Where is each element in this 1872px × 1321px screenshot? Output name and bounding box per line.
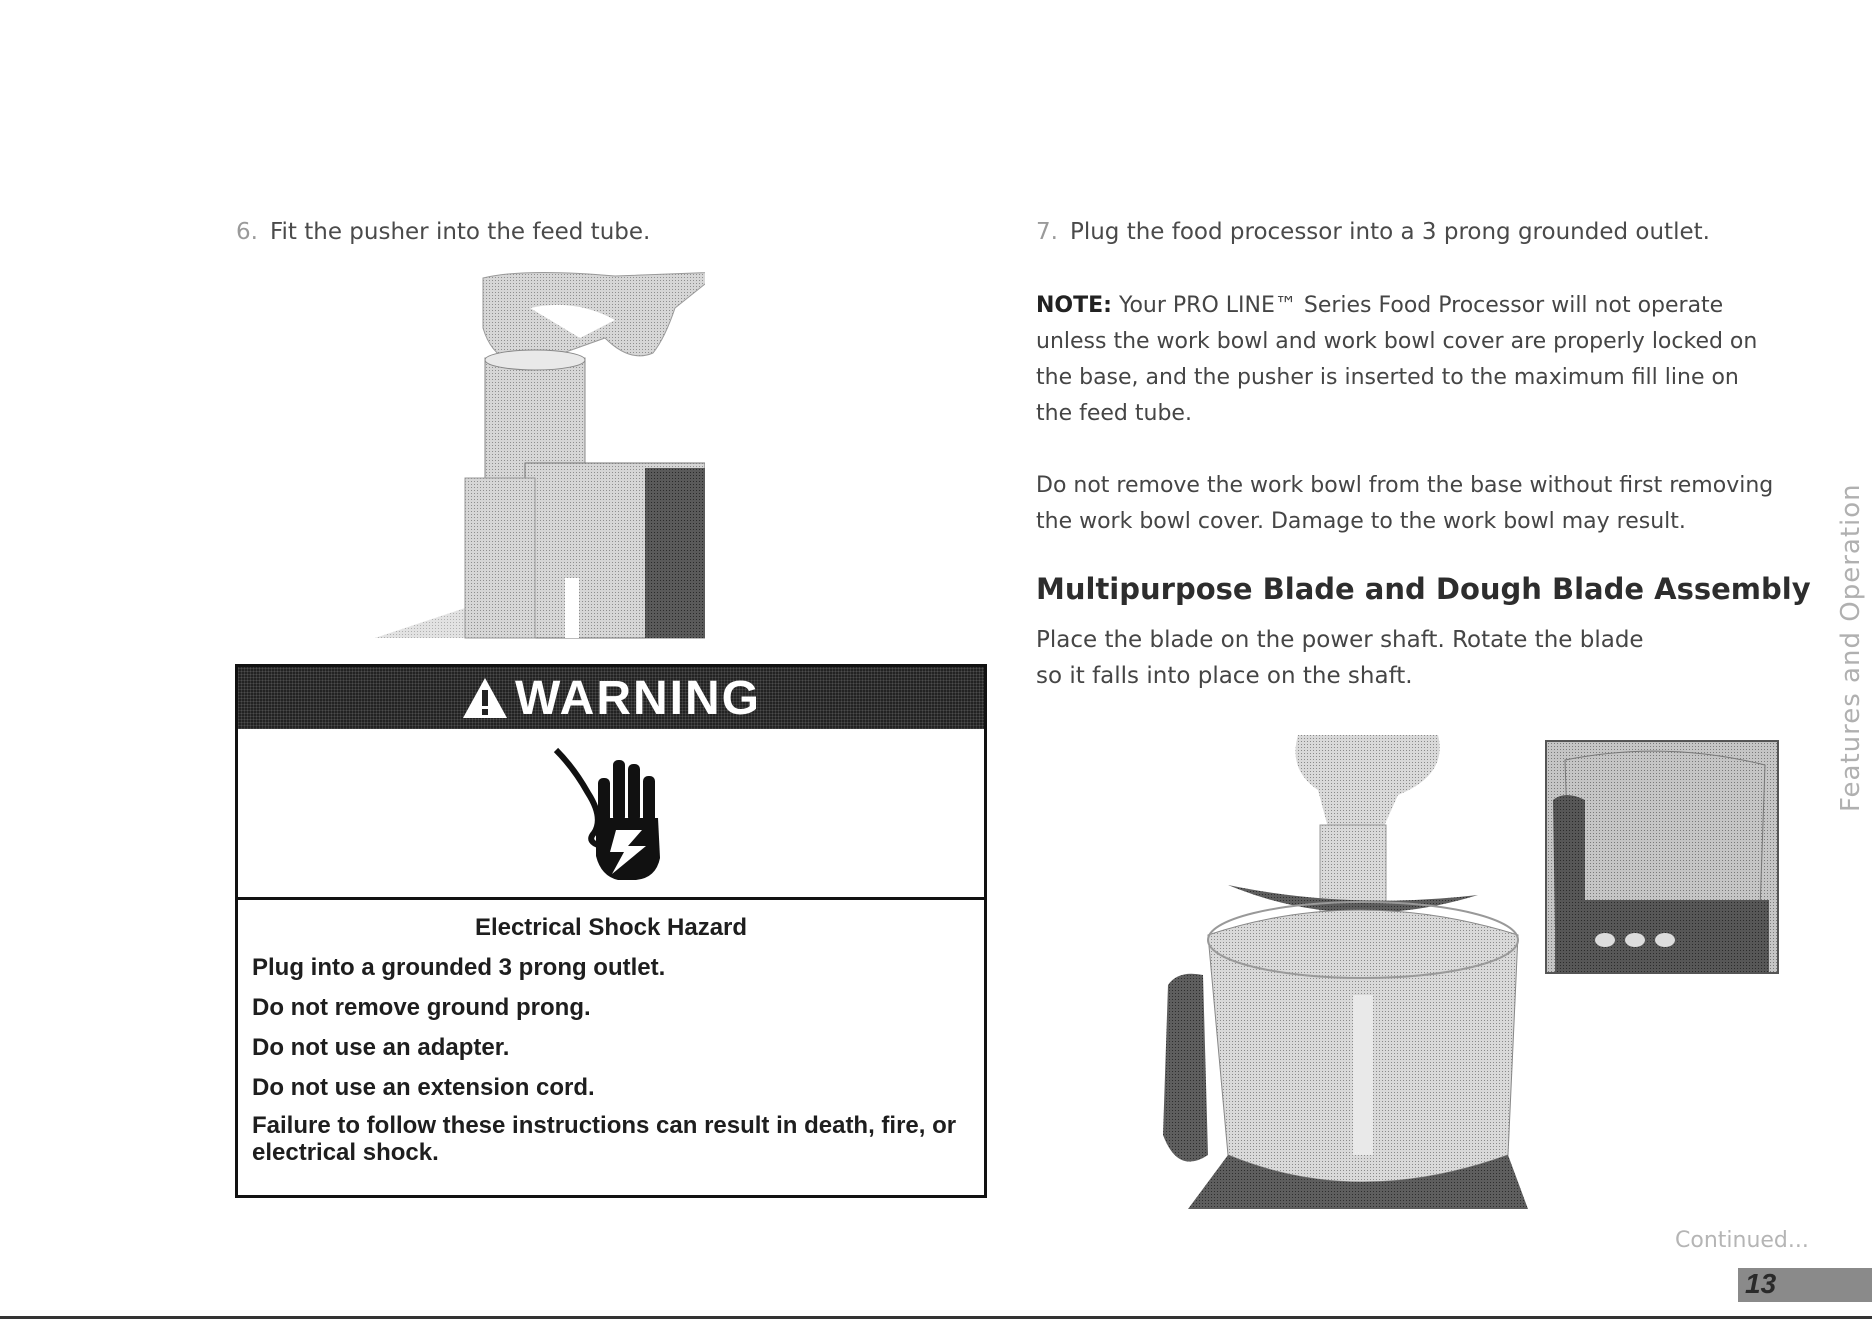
note-label: NOTE: [1036, 293, 1112, 318]
section-side-tab: Features and Operation [1836, 483, 1866, 812]
electric-shock-hand-icon [546, 738, 676, 888]
step-6 [236, 219, 650, 245]
page-number: 13 [1745, 1268, 1777, 1299]
warning-consequence: Failure to follow these instructions can result in death, fire, or electrical shock. [252, 1112, 957, 1166]
note-text: Your PRO LINE™ Series Food Processor will not operate unless the work bowl and work bowl cover are properly locked on the base, and the pusher is inserted to the maximum fill line on the feed tube. [1036, 293, 1758, 426]
warning-header [238, 667, 984, 729]
warning-triangle-icon [461, 676, 509, 720]
note-paragraph [1036, 288, 1781, 432]
section-heading: Multipurpose Blade and Dough Blade Assembly [1036, 572, 1811, 606]
step-number: 7. [1036, 219, 1058, 245]
warning-box [235, 664, 987, 1198]
section-text: Place the blade on the power shaft. Rotate the blade so it falls into place on the shaft. [1036, 627, 1644, 689]
assembled-processor-inset-photo [1545, 740, 1779, 974]
caution-paragraph: Do not remove the work bowl from the base without first removing the work bowl cover. Damage to the work bowl may result. [1036, 473, 1774, 534]
step-text: Plug the food processor into a 3 prong grounded outlet. [1069, 219, 1710, 245]
warning-hazard-title: Electrical Shock Hazard [474, 914, 748, 941]
pusher-feed-tube-illustration [375, 268, 705, 640]
warning-line-2: Do not remove ground prong. [252, 994, 591, 1021]
warning-icon-area [238, 729, 984, 900]
bottom-rule [0, 1316, 1872, 1319]
continued-label: Continued... [1675, 1228, 1809, 1253]
warning-line-4: Do not use an extension cord. [252, 1074, 595, 1101]
step-7 [1036, 219, 1710, 245]
warning-line-1: Plug into a grounded 3 prong outlet. [252, 954, 666, 981]
warning-line-3: Do not use an adapter. [252, 1034, 510, 1061]
step-number: 6. [236, 219, 258, 245]
blade-bowl-illustration [1148, 735, 1546, 1209]
warning-title: WARNING [515, 671, 761, 725]
step-text: Fit the pusher into the feed tube. [269, 219, 651, 245]
